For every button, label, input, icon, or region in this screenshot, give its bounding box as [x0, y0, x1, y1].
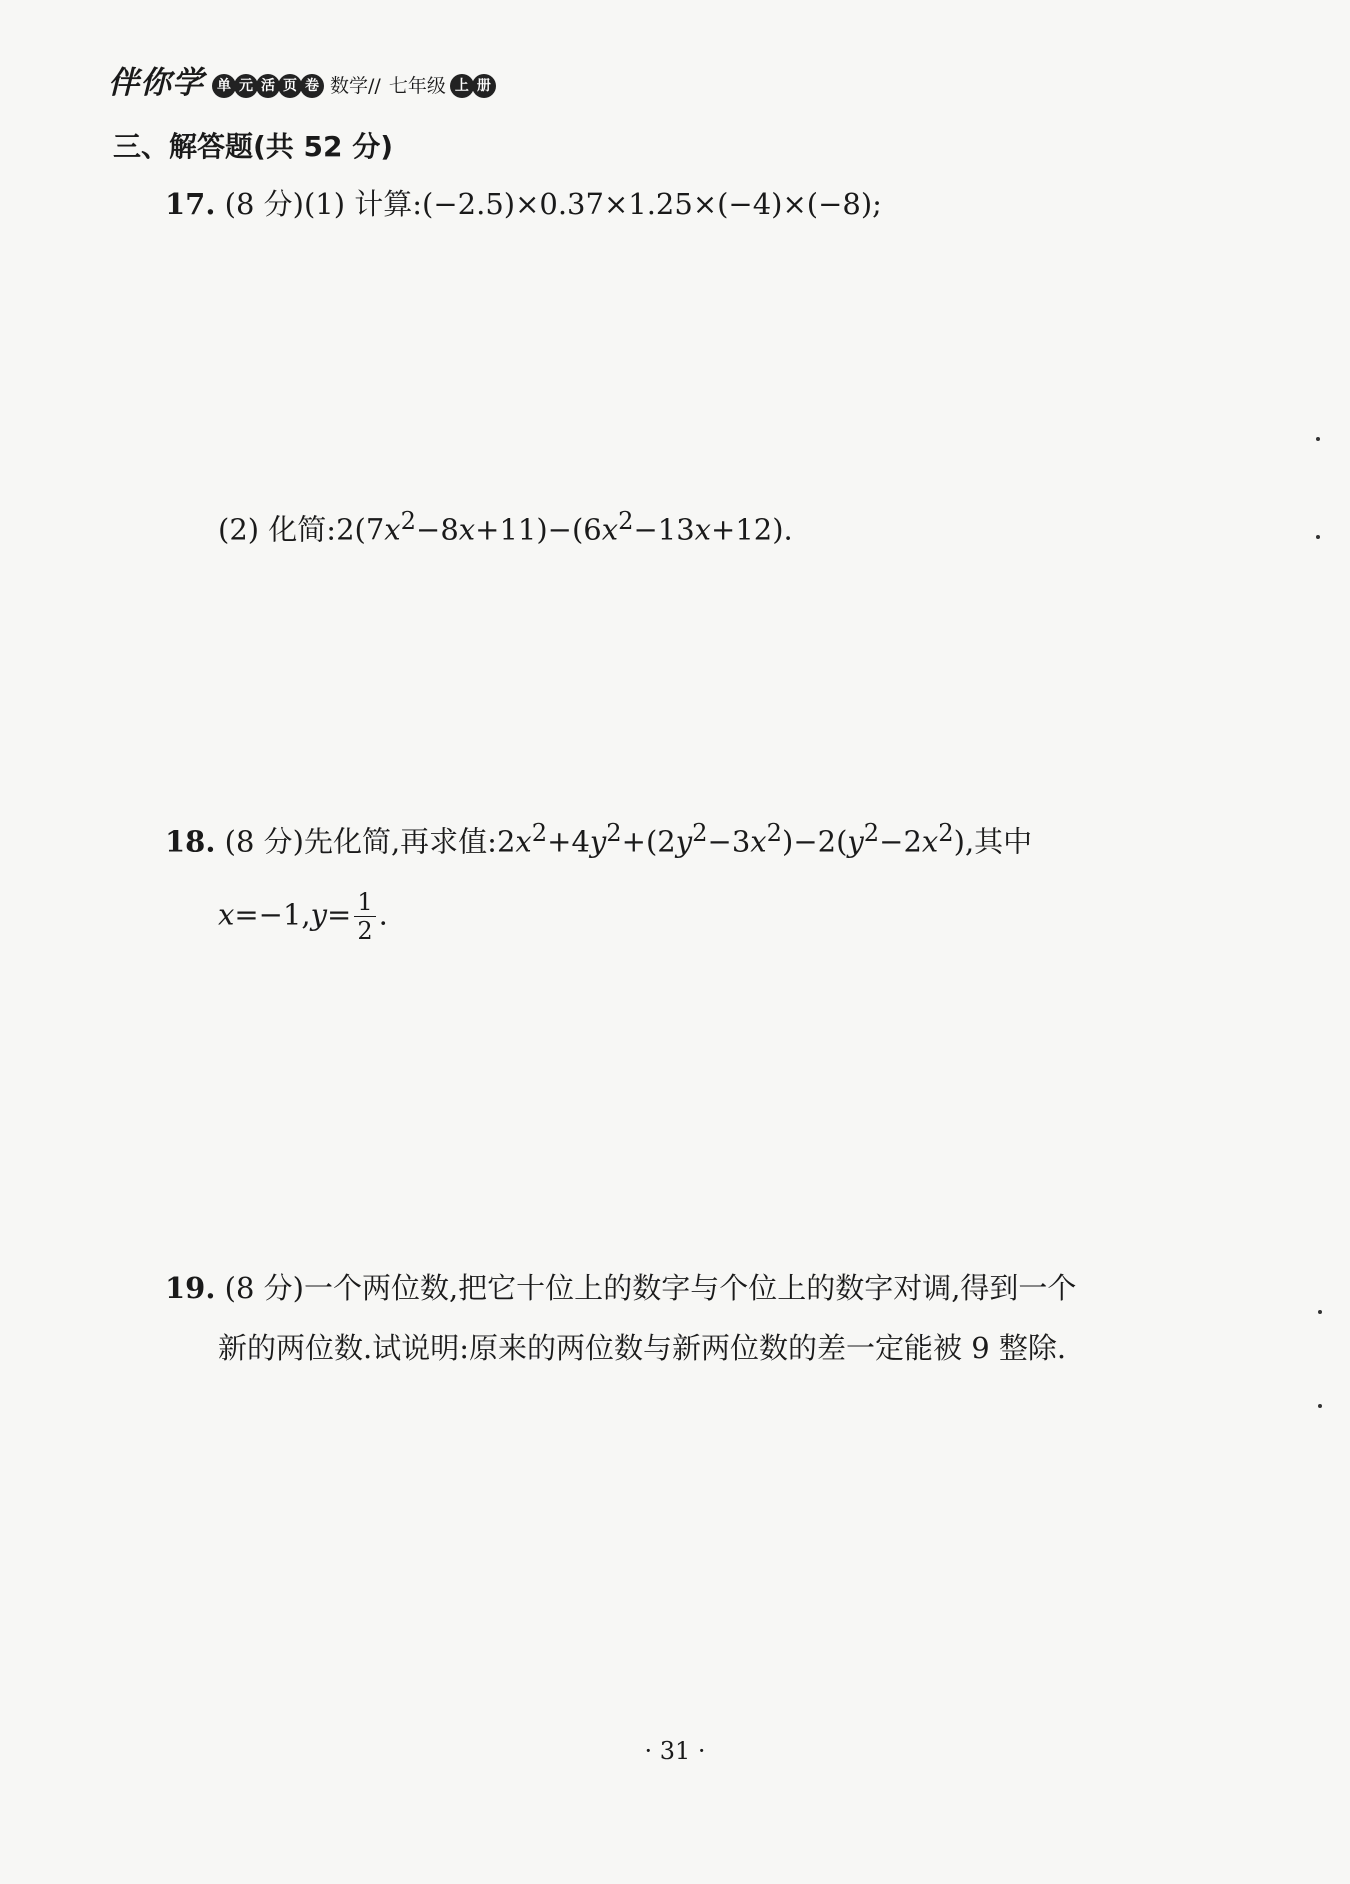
exponent: 2: [766, 819, 782, 847]
expr-text: =: [327, 897, 352, 932]
question-17-part-2: [218, 504, 793, 547]
expr-text: +12).: [711, 512, 793, 547]
question-19-line-2: 新的两位数.试说明:原来的两位数与新两位数的差一定能被 9 整除.: [218, 1331, 1067, 1365]
exponent: 2: [618, 507, 634, 535]
fraction-numerator: 1: [354, 888, 375, 917]
exponent: 2: [938, 819, 954, 847]
series-char: 页: [278, 74, 302, 98]
expr-text: ),其中: [953, 824, 1033, 859]
question-number: 19.: [165, 1271, 216, 1305]
var-x: x: [921, 824, 939, 859]
question-text: (8 分)一个两位数,把它十位上的数字与个位上的数字对调,得到一个: [224, 1271, 1077, 1305]
question-number: 18.: [165, 824, 216, 859]
fraction-one-half: [354, 888, 375, 945]
expr-text: −13: [633, 512, 695, 547]
expr-text: (8 分)先化简,再求值:2: [224, 824, 516, 859]
scan-speck: [1316, 535, 1320, 539]
volume-char: 上: [450, 74, 474, 98]
expr-text: −2: [879, 824, 922, 859]
series-char: 卷: [300, 74, 324, 98]
question-18-line-2: [218, 888, 388, 945]
page-number: · 31 ·: [644, 1737, 706, 1765]
question-17-part-1: [165, 187, 882, 221]
exponent: 2: [606, 819, 622, 847]
question-text: (8 分)(1) 计算:(−2.5)×0.37×1.25×(−4)×(−8);: [224, 187, 882, 221]
fraction-denominator: 2: [357, 917, 373, 945]
var-x: x: [515, 824, 532, 859]
subject-label: 数学//: [330, 75, 381, 97]
var-y: y: [589, 824, 607, 859]
volume-badge: [450, 74, 494, 98]
series-char: 元: [234, 74, 258, 98]
var-x: x: [384, 512, 401, 547]
scan-speck: [1318, 1310, 1322, 1314]
exponent: 2: [400, 507, 417, 535]
expr-text: .: [378, 897, 388, 932]
series-char: 活: [256, 74, 280, 98]
exponent: 2: [863, 819, 880, 847]
series-badge: [212, 74, 322, 98]
expr-text: )−2(: [782, 824, 848, 859]
expr-text: +(2: [621, 824, 676, 859]
expr-text: −3: [707, 824, 751, 859]
var-x: x: [750, 824, 767, 859]
expr-text: (2) 化简:2(7: [218, 512, 385, 547]
section-title: 三、解答题(共 52 分): [113, 130, 394, 163]
exponent: 2: [531, 819, 548, 847]
brand-title: 伴你学: [108, 65, 204, 101]
expr-text: =−1,: [234, 897, 311, 932]
var-y: y: [675, 824, 693, 859]
question-19-line-1: [165, 1271, 1076, 1305]
expr-text: −8: [416, 512, 459, 547]
var-y: y: [847, 824, 864, 859]
expr-text: +11)−(6: [475, 512, 602, 547]
volume-char: 册: [472, 74, 496, 98]
series-char: 单: [212, 74, 236, 98]
var-x: x: [601, 512, 619, 547]
var-x: x: [218, 897, 235, 932]
scan-speck: [1318, 1404, 1322, 1408]
question-18-line-1: [165, 816, 1032, 859]
page-header: [108, 58, 494, 102]
var-x: x: [458, 512, 476, 547]
var-x: x: [694, 512, 712, 547]
expr-text: +4: [547, 824, 590, 859]
question-number: 17.: [165, 187, 216, 221]
scan-speck: [1316, 437, 1320, 441]
var-y: y: [310, 897, 328, 932]
exponent: 2: [692, 819, 708, 847]
grade-label: 七年级: [388, 75, 446, 97]
